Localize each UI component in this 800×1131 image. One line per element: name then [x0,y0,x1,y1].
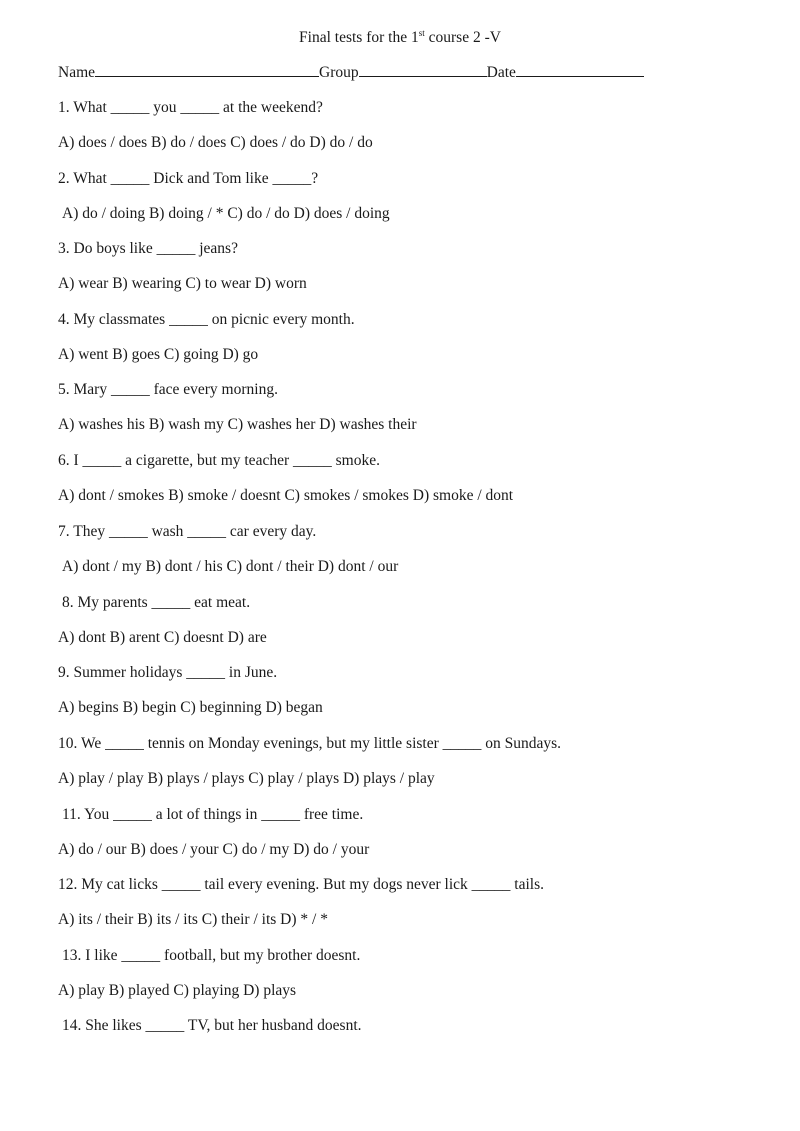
title-suffix: course 2 -V [424,29,501,46]
question-9: 9. Summer holidays _____ in June. [58,664,278,681]
group-blank[interactable] [359,64,487,77]
question-12: 12. My cat licks _____ tail every evening. But my dogs never lick _____ tails. [58,876,545,893]
answers-8: A) dont B) arent C) doesnt D) are [58,629,267,646]
name-label: Name [58,64,96,81]
answers-11: A) do / our B) does / your C) do / my D) do / your [58,841,370,858]
title-superscript: st [418,27,425,38]
answers-5: A) washes his B) wash my C) washes her D) washes their [58,416,417,433]
date-blank[interactable] [516,64,644,77]
answers-9: A) begins B) begin C) beginning D) began [58,699,323,716]
student-info-line [58,64,644,82]
title-prefix: Final tests for the 1 [299,29,419,46]
answers-10: A) play / play B) plays / plays C) play / plays D) plays / play [58,770,435,787]
question-2: 2. What _____ Dick and Tom like _____? [58,170,319,187]
question-4: 4. My classmates _____ on picnic every month. [58,311,355,328]
page-title [0,29,800,47]
question-1: 1. What _____ you _____ at the weekend? [58,99,323,116]
answers-1: A) does / does B) do / does C) does / do D) do / do [58,134,373,151]
answers-6: A) dont / smokes B) smoke / doesnt C) smokes / smokes D) smoke / dont [58,487,514,504]
question-7: 7. They _____ wash _____ car every day. [58,523,317,540]
question-6: 6. I _____ a cigarette, but my teacher _____ smoke. [58,452,380,469]
date-label: Date [486,64,516,81]
question-10: 10. We _____ tennis on Monday evenings, but my little sister _____ on Sundays. [58,735,562,752]
answers-3: A) wear B) wearing C) to wear D) worn [58,275,307,292]
answers-4: A) went B) goes C) going D) go [58,346,259,363]
question-8: 8. My parents _____ eat meat. [62,594,251,611]
question-3: 3. Do boys like _____ jeans? [58,240,238,257]
name-blank[interactable] [95,64,319,77]
answers-7: A) dont / my B) dont / his C) dont / their D) dont / our [62,558,399,575]
question-13: 13. I like _____ football, but my brother doesnt. [62,947,361,964]
answers-2: A) do / doing B) doing / * C) do / do D) does / doing [62,205,390,222]
answers-12: A) its / their B) its / its C) their / its D) * / * [58,911,328,928]
question-5: 5. Mary _____ face every morning. [58,381,278,398]
question-11: 11. You _____ a lot of things in _____ free time. [62,806,364,823]
answers-13: A) play B) played C) playing D) plays [58,982,297,999]
group-label: Group [319,64,359,81]
question-14: 14. She likes _____ TV, but her husband doesnt. [62,1017,362,1034]
